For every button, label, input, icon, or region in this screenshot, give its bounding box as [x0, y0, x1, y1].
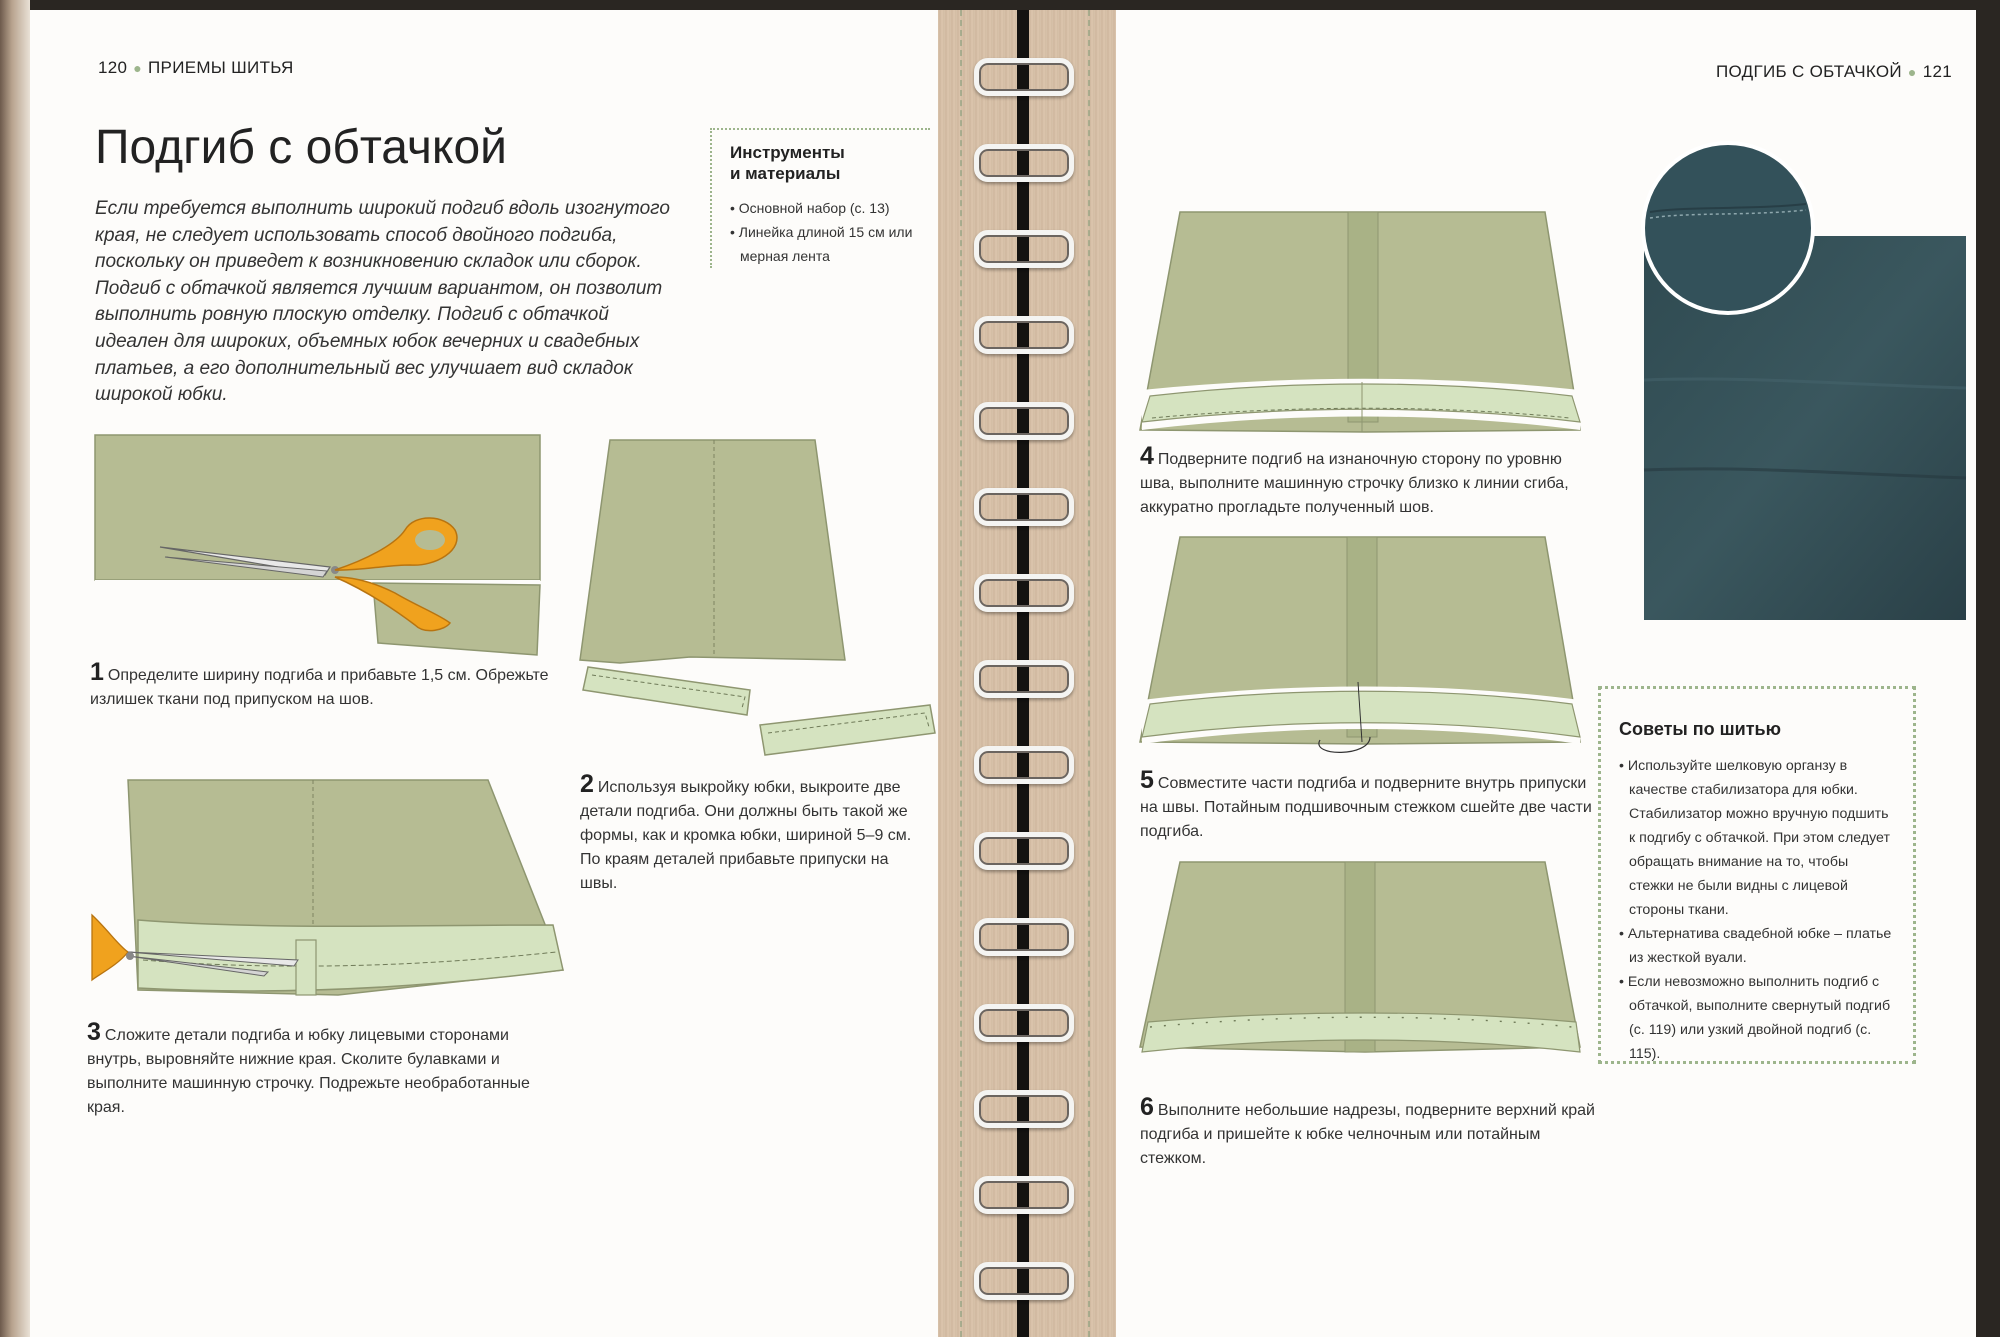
right-section-title: ПОДГИБ С ОБТАЧКОЙ: [1716, 62, 1902, 81]
tips-item: • Используйте шелковую органзу в качестве стабилизатора для юбки. Стабилизатор можно вручную подшить к подгибу с обтачкой. При этом следует обращать внимание на то, чтобы стежки не были видны с лицевой стороны ткани.: [1619, 754, 1895, 922]
step6-illustration: [1140, 862, 1590, 1082]
tips-box: [1598, 686, 1916, 1064]
step-number: 3: [87, 1018, 101, 1046]
tools-list: [730, 196, 930, 268]
right-running-head: [1716, 62, 1952, 82]
step-5: [1140, 768, 1600, 844]
spiral-ring: [974, 746, 1074, 784]
tools-title: Инструменты и материалы: [730, 143, 845, 183]
step-text: Сложите детали подгиба и юбку лицевыми сторонами внутрь, выровняйте нижние края. Сколите булавками и выполните машинную строчку. Подрежьте необработанные края.: [87, 1027, 530, 1116]
step-number: 4: [1140, 442, 1154, 470]
step-4: [1140, 444, 1600, 520]
spine-stitching: [1088, 10, 1090, 1337]
separator-dot: ●: [1907, 64, 1917, 80]
step-text: Подверните подгиб на изнаночную сторону по уровню шва, выполните машинную строчку близко к линии сгиба, аккуратно прогладьте полученный шов.: [1140, 451, 1569, 516]
spiral-ring: [974, 402, 1074, 440]
spiral-ring: [974, 488, 1074, 526]
spiral-ring: [974, 660, 1074, 698]
spiral-ring: [974, 1262, 1074, 1300]
step-text: Определите ширину подгиба и прибавьте 1,5 см. Обрежьте излишек ткани под припуском на шов.: [90, 667, 549, 708]
right-page-number: 121: [1922, 62, 1952, 81]
scan-edge: [0, 0, 30, 1337]
spiral-ring: [974, 1090, 1074, 1128]
spiral-ring: [974, 230, 1074, 268]
spine-stitching: [960, 10, 962, 1337]
spiral-ring: [974, 918, 1074, 956]
left-page-number: 120: [98, 58, 128, 77]
step-1: [90, 660, 570, 712]
step-number: 6: [1140, 1093, 1154, 1121]
step3-illustration: [88, 780, 568, 1010]
spiral-binding: [938, 10, 1116, 1337]
step-3: [87, 1020, 547, 1120]
spiral-ring: [974, 832, 1074, 870]
tools-box: [710, 128, 930, 268]
step2-illustration: [580, 435, 938, 765]
step1-illustration: [95, 425, 555, 655]
spiral-ring: [974, 144, 1074, 182]
step-6: [1140, 1095, 1600, 1171]
spiral-ring: [974, 1176, 1074, 1214]
step-text: Выполните небольшие надрезы, подверните верхний край подгиба и пришейте к юбке челночным или потайным стежком.: [1140, 1102, 1595, 1167]
left-running-head: [98, 58, 294, 78]
fabric-photo: [1630, 140, 1976, 620]
left-section-title: ПРИЕМЫ ШИТЬЯ: [148, 58, 294, 77]
right-page: [1116, 10, 1976, 1337]
spiral-ring: [974, 574, 1074, 612]
step5-illustration: [1140, 532, 1590, 762]
tools-item: • Основной набор (с. 13): [730, 196, 930, 220]
step-number: 2: [580, 770, 594, 798]
tips-list: [1619, 754, 1895, 1066]
magnifier-circle: [1643, 143, 1813, 313]
tips-title: Советы по шитью: [1619, 719, 1781, 739]
step-text: Используя выкройку юбки, выкроите две детали подгиба. Они должны быть такой же формы, как и кромка юбки, шириной 5–9 см. По краям деталей прибавьте припуски на швы.: [580, 779, 912, 892]
tools-item: • Линейка длиной 15 см или мерная лента: [730, 220, 930, 268]
spiral-ring: [974, 1004, 1074, 1042]
tips-item: • Если невозможно выполнить подгиб с обтачкой, выполните свернутый подгиб (с. 119) или узкий двойной подгиб (с. 115).: [1619, 970, 1895, 1066]
separator-dot: ●: [133, 60, 143, 76]
step-number: 1: [90, 658, 104, 686]
step-2: [580, 772, 920, 896]
page-title: Подгиб с обтачкой: [95, 121, 507, 174]
spiral-ring: [974, 316, 1074, 354]
step-text: Совместите части подгиба и подверните внутрь припуски на швы. Потайным подшивочным стежком сшейте две части подгиба.: [1140, 775, 1592, 840]
tips-item: • Альтернатива свадебной юбке – платье из жесткой вуали.: [1619, 922, 1895, 970]
left-page: [30, 10, 938, 1337]
intro-paragraph: Если требуется выполнить широкий подгиб вдоль изогнутого края, не следует использовать способ двойного подгиба, поскольку он приведет к возникновению складок или сборок. Подгиб с обтачкой является лучшим вариантом, он позволит выполнить ровную плоскую отделку. Подгиб с обтачкой идеален для широких, объемных юбок вечерних и свадебных платьев, а его дополнительный вес улучшает вид складок широкой юбки.: [95, 198, 670, 406]
step-number: 5: [1140, 766, 1154, 794]
step4-illustration: [1140, 200, 1590, 440]
spiral-ring: [974, 58, 1074, 96]
